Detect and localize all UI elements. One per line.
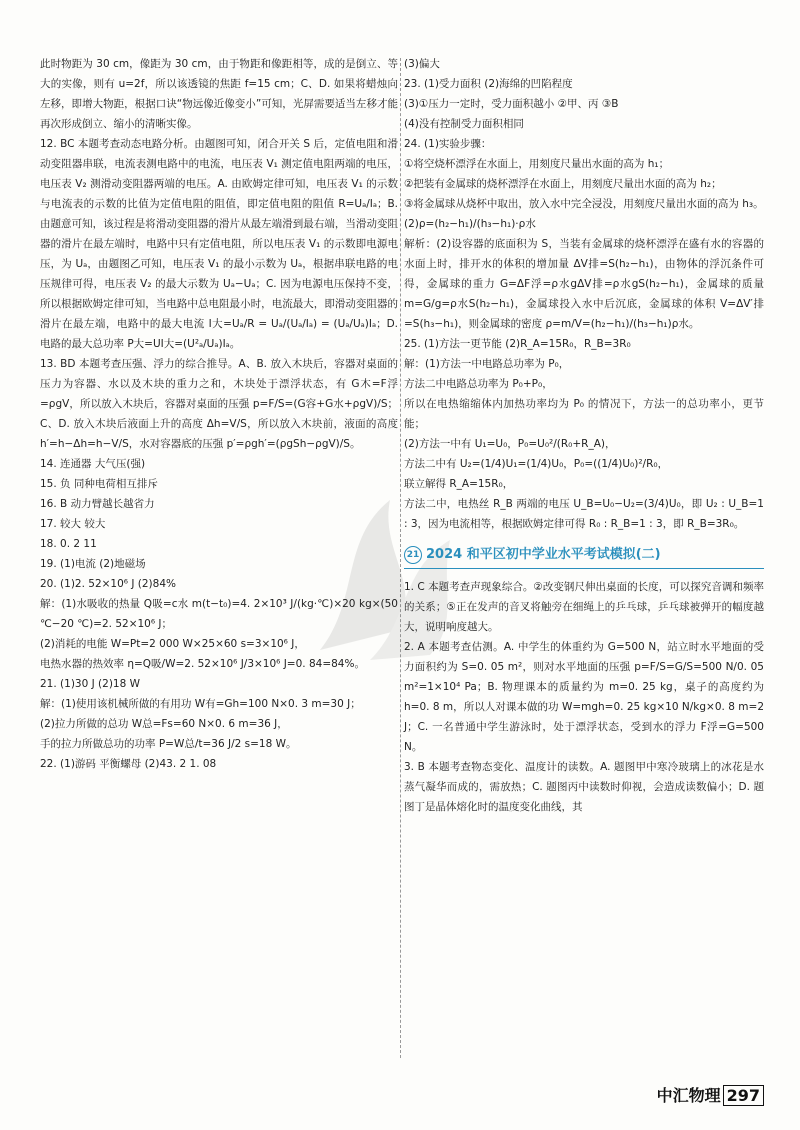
answer-item: 20. (1)2. 52×10⁶ J (2)84% [40,578,176,590]
answer-item: 2. A 本题考查估测。A. 中学生的体重约为 G=500 N，站立时水平地面的受力面积约为 S=0. 05 m²，则对水平地面的压强 p=F/S=G/S=500 N/0. 05 m²=1×10⁴ Pa；B. 物理课本的质量约为 m=0. 25 kg，桌子的高度约为 h=0. 8 m，所以人对课本做的功 W=mgh=0. 25 kg×10 N/kg×0. 8 m=2 J；C. 一名普通中学生游泳时，处于漂浮状态，受到水的浮力 F浮=G=500 N。 [404,641,764,753]
answer-item: ③将金属球从烧杯中取出，放入水中完全浸没，用刻度尺量出水面的高为 h₃。 [404,198,764,210]
answer-item: 解：(1)水吸收的热量 Q吸=c水 m(t−t₀)=4. 2×10³ J/(kg·℃)×20 kg×(50 ℃−20 ℃)=2. 52×10⁶ J； [40,598,398,630]
page-number: 297 [723,1085,764,1106]
answer-item: 24. (1)实验步骤： [404,138,492,150]
right-column [404,54,764,817]
answer-item: 解析：(2)设容器的底面积为 S，当装有金属球的烧杯漂浮在盛有水的容器的水面上时，排开水的体积的增加量 ΔV排=S(h₂−h₁)，由物体的浮沉条件可得，金属球的重力 G=ΔF浮=ρ水gΔV排=ρ水gS(h₂−h₁)，金属球的质量 m=G/g=ρ水S(h₂−h₁)，金属球投入水中后沉底，金属球的体积 V=ΔV′排=S(h₃−h₁)，则金属球的密度 ρ=m/V=(h₂−h₁)/(h₃−h₁)ρ水。 [404,238,764,330]
answer-item: (4)没有控制受力面积相同 [404,118,524,130]
answer-item: 1. C 本题考查声现象综合。②改变钢尺伸出桌面的长度，可以探究音调和频率的关系；⑤正在发声的音叉将触旁在细绳上的乒乓球，乒乓球被弹开的幅度越大，说明响度越大。 [404,581,764,633]
answer-item: (2)ρ=(h₂−h₁)/(h₃−h₁)·ρ水 [404,218,536,230]
section-items [404,577,764,817]
answer-item: 手的拉力所做总功的功率 P=W总/t=36 J/2 s=18 W。 [40,738,297,750]
answer-item: 25. (1)方法一更节能 (2)R_A=15R₀，R_B=3R₀ [404,338,631,350]
answer-item: 18. 0. 2 11 [40,538,97,550]
answer-item: 13. BD 本题考查压强、浮力的综合推导。A、B. 放入木块后，容器对桌面的压力为容器、水以及木块的重力之和，木块处于漂浮状态，有 G木=F浮=ρgV，所以放入木块后，容器对桌面的压强 p=F/S=(G容+G水+ρgV)/S；C、D. 放入木块后液面上升的高度 Δh=V/S，所以放入木块前，液面的高度 h′=h−Δh=h−V/S，水对容器底的压强 p′=ρgh′=(ρgSh−ρgV)/S。 [40,358,398,450]
answer-item: ①将空烧杯漂浮在水面上，用刻度尺量出水面的高为 h₁； [404,158,670,170]
answer-item: 解：(1)使用该机械所做的有用功 W有=Gh=100 N×0. 3 m=30 J； [40,698,361,710]
answer-item: (3)偏大 [404,58,440,70]
answer-item: ②把装有金属球的烧杯漂浮在水面上，用刻度尺量出水面的高为 h₂； [404,178,722,190]
answer-item: 22. (1)游码 平衡螺母 (2)43. 2 1. 08 [40,758,217,770]
answer-item: 14. 连通器 大气压(强) [40,458,146,470]
answer-item: 3. B 本题考查物态变化、温度计的读数。A. 题图甲中寒冷玻璃上的冰花是水蒸气凝华而成的，需放热；C. 题图丙中读数时仰视，会造成读数偏小；D. 题图丁是晶体熔化时的温度变化曲线，其 [404,761,764,813]
answer-item: 12. BC 本题考查动态电路分析。由题图可知，闭合开关 S 后，定值电阻和滑动变阻器串联，电流表测电路中的电流，电压表 V₁ 测定值电阻两端的电压，电压表 V₂ 测滑动变阻器两端的电压。A. 由欧姆定律可知，电压表 V₁ 的示数与电流表的示数的比值为定值电阻的阻值，即定值电阻的阻值 R=Uₐ/Iₐ；B. 由题意可知，该过程是将滑动变阻器的滑片从最左端滑到最右端，当滑动变阻器的滑片在最左端时，电路中只有定值电阻，所以电压表 V₁ 的示数即电源电压，为 Uₐ，由题图乙可知，电压表 V₁ 的最小示数为 Uₐ，根据串联电路的电压规律可得，电压表 V₂ 的最大示数为 Uₐ−Uₐ；C. 因为电源电压保持不变，所以根据欧姆定律可知，当电路中总电阻最小时，电流最大，即滑动变阻器的滑片在最左端，电路中的最大电流 I大=Uₐ/R = Uₐ/(Uₐ/Iₐ) = (Uₐ/Uₐ)Iₐ；D. 电路的最大总功率 P大=UI大=(U²ₐ/Uₐ)Iₐ。 [40,138,398,350]
answer-item: (2)消耗的电能 W=Pt=2 000 W×25×60 s=3×10⁶ J， [40,638,305,650]
left-column [40,54,398,774]
section-title: 2024 和平区初中学业水平考试模拟(二) [426,547,661,562]
answer-item: 19. (1)电流 (2)地磁场 [40,558,146,570]
answer-item: 所以在电热缩缩体内加热功率均为 P₀ 的情况下，方法一的总功率小，更节能； [404,398,764,430]
section-number-badge: 21 [404,546,422,564]
page-footer [657,1083,764,1106]
answer-item: 16. B 动力臂越长越省力 [40,498,155,510]
answer-item: (3)①压力一定时，受力面积越小 ②甲、丙 ③B [404,98,619,110]
answer-item: (2)拉力所做的总功 W总=Fs=60 N×0. 6 m=36 J， [40,718,288,730]
answer-item: 方法二中电路总功率为 P₀+P₀， [404,378,553,390]
answer-item: (2)方法一中有 U₁=U₀，P₀=U₀²/(R₀+R_A)， [404,438,616,450]
footer-label: 中汇物理 [656,1086,721,1105]
answer-item: 方法二中，电热丝 R_B 两端的电压 U_B=U₀−U₂=(3/4)U₀，即 U₂ : U_B=1 : 3，因为电流相等，根据欧姆定律可得 R₀ : R_B=1 : 3，即 R_B=3R₀。 [404,498,764,530]
answer-item: 联立解得 R_A=15R₀， [404,478,514,490]
answer-item: 此时物距为 30 cm，像距为 30 cm，由于物距和像距相等，成的是倒立、等大的实像，则有 u=2f，所以该透镜的焦距 f=15 cm；C、D. 如果将蜡烛向左移，即增大物距，根据口诀“物远像近像变小”可知，光屏需要适当左移才能再次形成倒立、缩小的清晰实像。 [40,58,398,130]
answer-item: 23. (1)受力面积 (2)海绵的凹陷程度 [404,78,573,90]
answer-item: 17. 较大 较大 [40,518,106,530]
right-column-items [404,54,764,534]
answer-item: 21. (1)30 J (2)18 W [40,678,140,690]
answer-item: 方法二中有 U₂=(1/4)U₁=(1/4)U₀，P₀=((1/4)U₀)²/R₀， [404,458,669,470]
answer-item: 15. 负 同种电荷相互排斥 [40,478,158,490]
answer-item: 电热水器的热效率 η=Q吸/W=2. 52×10⁶ J/3×10⁶ J=0. 84=84%。 [40,658,365,670]
answer-item: 解：(1)方法一中电路总功率为 P₀， [404,358,570,370]
section-heading [404,544,764,569]
